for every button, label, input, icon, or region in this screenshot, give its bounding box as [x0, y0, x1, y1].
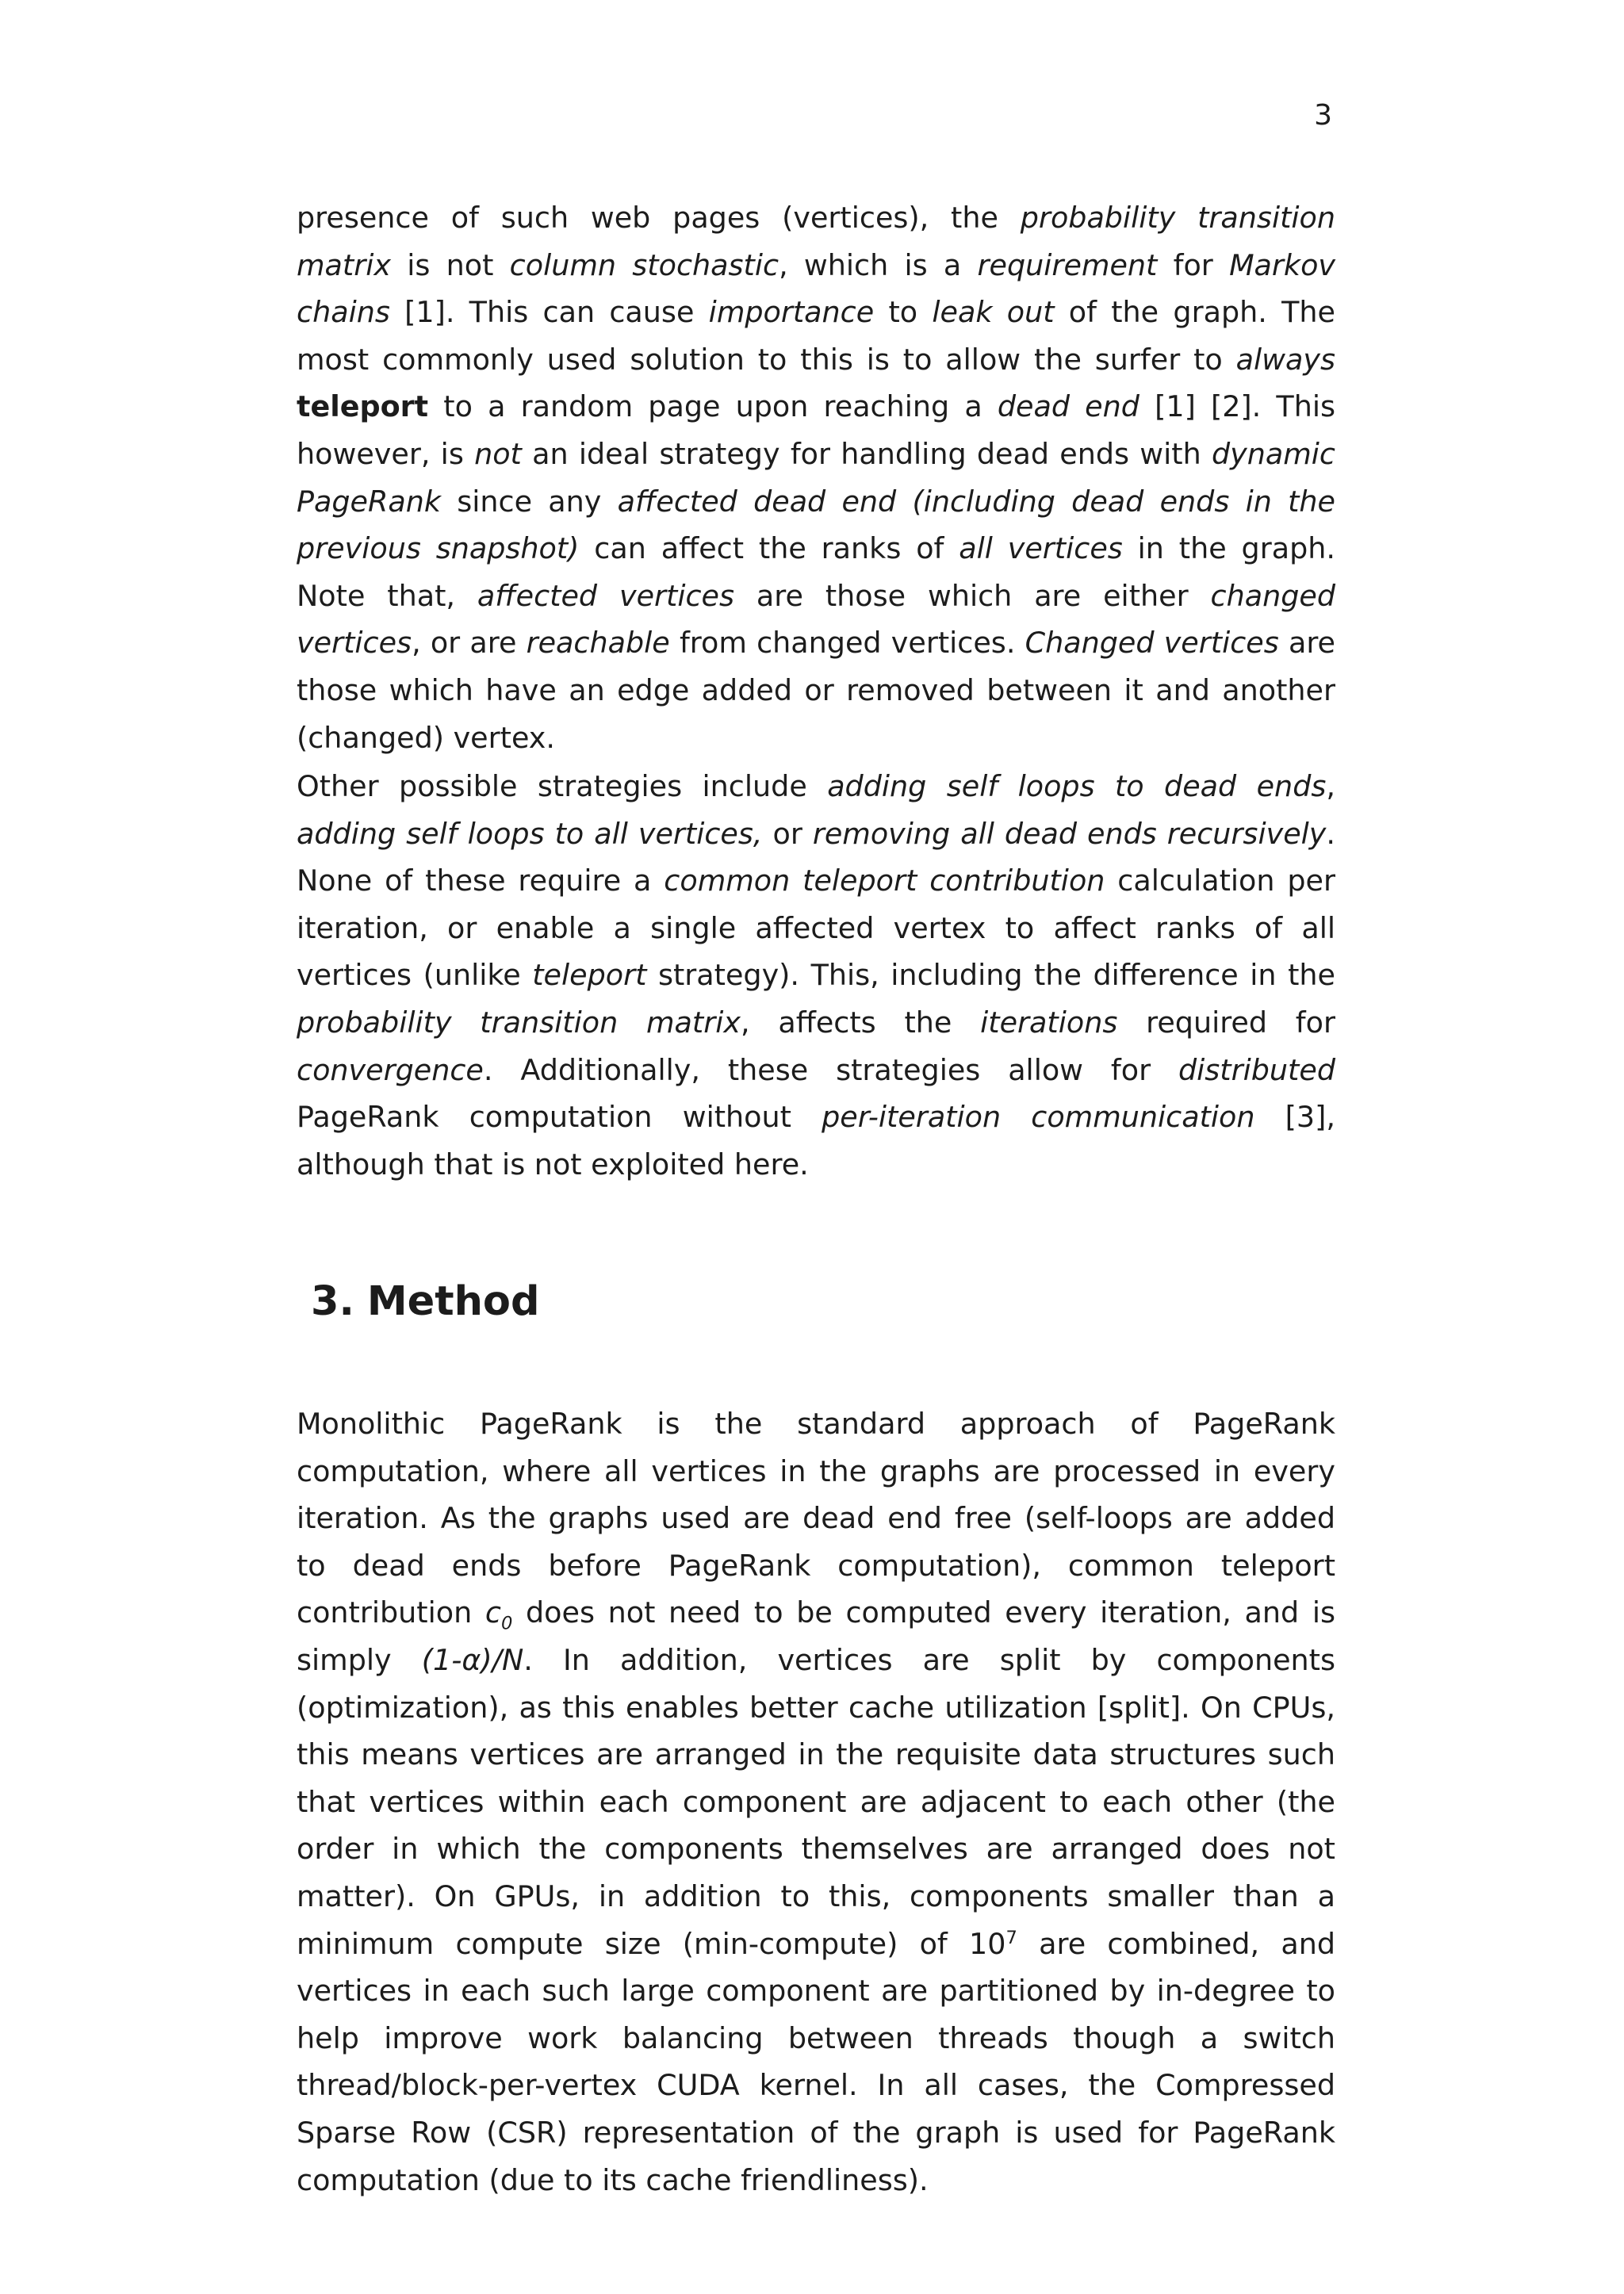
text-run: does not need to be computed every iteration, and is simply	[297, 1595, 1335, 1677]
text-run: is not	[390, 247, 510, 282]
emphasis: common teleport contribution	[664, 864, 1105, 898]
section-title: Method	[366, 1278, 540, 1325]
text-run: an ideal strategy for handling dead ends with	[521, 436, 1212, 471]
text-run: in the graph. Note that,	[297, 531, 1335, 613]
emphasis: affected dead end (including dead ends in the previous snapshot)	[297, 484, 1335, 566]
text-run: required for	[1117, 1005, 1335, 1040]
text-run: , affects the	[740, 1005, 981, 1040]
text-run: can affect the ranks of	[579, 531, 959, 566]
formula: (1-α)/N	[421, 1642, 524, 1677]
emphasis: all vertices	[959, 531, 1123, 566]
emphasis: reachable	[526, 626, 670, 661]
page-number: 3	[1314, 99, 1332, 132]
subscript	[501, 1614, 512, 1634]
paragraph-other-strategies	[297, 763, 1335, 1188]
text-run: , which is a	[779, 247, 978, 282]
text-run: Other possible strategies include	[297, 769, 828, 803]
emphasis: dead end	[997, 389, 1139, 424]
text-run: are those which have an edge added or removed between it and another (changed) vertex.	[297, 626, 1335, 755]
strong-term: teleport	[297, 389, 429, 424]
text-run: from changed vertices.	[669, 626, 1025, 661]
text-run: for	[1157, 247, 1230, 282]
text-run: strategy). This, including the difference in the	[646, 958, 1335, 993]
paragraph-dead-end-handling	[297, 194, 1335, 761]
text-run: or	[762, 816, 813, 851]
emphasis: probability transition matrix	[297, 1005, 741, 1040]
emphasis: teleport	[532, 958, 647, 993]
emphasis: column stochastic	[509, 247, 779, 282]
emphasis: leak out	[932, 295, 1055, 330]
text-run: are those which are either	[734, 578, 1211, 613]
section-number: 3.	[311, 1278, 354, 1325]
emphasis: not	[474, 436, 522, 471]
text-run: . Additionally, these strategies allow for	[483, 1052, 1178, 1087]
emphasis: Changed vertices	[1025, 626, 1279, 661]
emphasis: changed vertices	[297, 578, 1335, 661]
emphasis: per-iteration communication	[822, 1100, 1255, 1135]
text-run: [1]. This can cause	[389, 295, 709, 330]
emphasis: importance	[708, 295, 875, 330]
paragraph-method	[297, 1400, 1335, 2204]
text-run: ,	[1326, 769, 1335, 803]
emphasis: distributed	[1178, 1052, 1335, 1087]
text-run: since any	[441, 484, 618, 519]
text-run: of the graph. The most commonly used solution to this is to allow the surfer to	[297, 295, 1335, 377]
superscript: 7	[1005, 1927, 1017, 1948]
emphasis: 0	[500, 1613, 513, 1634]
text-run: [1] [2]. This however, is	[297, 389, 1335, 471]
text-run: to	[874, 295, 933, 330]
emphasis: affected vertices	[477, 578, 735, 613]
emphasis: iterations	[980, 1005, 1118, 1040]
emphasis: dynamic PageRank	[297, 436, 1335, 519]
emphasis: requirement	[977, 247, 1158, 282]
emphasis: convergence	[297, 1052, 484, 1087]
emphasis: always	[1235, 342, 1335, 377]
text-run: PageRank computation without	[297, 1100, 822, 1135]
emphasis: adding self loops to dead ends	[827, 769, 1327, 803]
text-run: [3], although that is not exploited here.	[297, 1100, 1335, 1181]
text-run: . In addition, vertices are split by components (optimization), as this enables better cache utilization [split]. On CPUs, this means vertices are arranged in the requisite data structures such that vertices within each component are adjacent to each other (the order in which the components themselves are arranged does not matter). On GPUs, in addition to this, components smaller than a minimum compute size (min-compute) of 10	[297, 1642, 1335, 1961]
emphasis: removing all dead ends recursively	[812, 816, 1327, 851]
emphasis: c	[485, 1595, 501, 1630]
text-run: , or are	[412, 626, 527, 661]
text-run: are combined, and vertices in each such large component are partitioned by in-degree to help improve work balancing between threads though a switch thread/block-per-vertex CUDA kernel. In all cases, the Compressed Sparse Row (CSR) representation of the graph is used for PageRank computation (due to its cache friendliness).	[297, 1926, 1335, 2197]
text-run: calculation per iteration, or enable a single affected vertex to affect ranks of all vertices (unlike	[297, 864, 1336, 993]
text-run: Monolithic PageRank is the standard approach of PageRank computation, where all vertices in the graphs are processed in every iteration. As the graphs used are dead end free (self-loops are added to dead ends before PageRank computation), common teleport contribution	[297, 1407, 1335, 1630]
text-run: presence of such web pages (vertices), the	[297, 201, 1021, 235]
text-run: . None of these require a	[297, 816, 1336, 898]
emphasis: probability transition matrix	[297, 201, 1335, 282]
text-run: to a random page upon reaching a	[428, 389, 998, 424]
section-heading	[311, 1275, 539, 1329]
emphasis: Markov chains	[297, 247, 1335, 330]
emphasis: adding self loops to all vertices,	[297, 816, 763, 851]
